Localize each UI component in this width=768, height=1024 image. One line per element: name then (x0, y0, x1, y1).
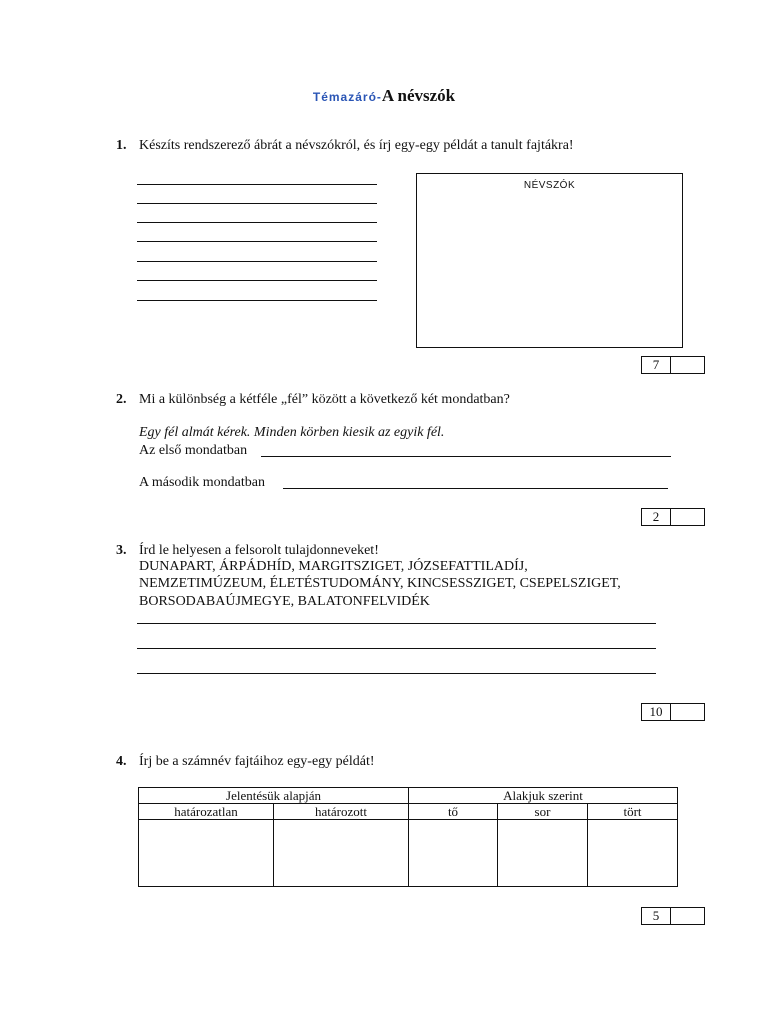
q4-score-value: 5 (642, 908, 671, 924)
q1-score-blank[interactable] (671, 357, 704, 373)
answer-line[interactable] (137, 280, 377, 281)
answer-cell[interactable] (588, 820, 678, 887)
answer-line[interactable] (137, 222, 377, 223)
q3-answer-line[interactable] (137, 648, 656, 649)
table-answer-row (139, 820, 678, 887)
q3-score-box (641, 703, 705, 721)
group-header-form: Alakjuk szerint (409, 788, 678, 804)
column-header: sor (498, 804, 588, 820)
answer-cell[interactable] (139, 820, 274, 887)
answer-line[interactable] (137, 261, 377, 262)
diagram-box-label: NÉVSZÓK (523, 180, 576, 191)
q4-text: Írj be a számnév fajtáihoz egy-egy példát! (139, 754, 375, 769)
diagram-box[interactable] (416, 173, 683, 348)
answer-cell[interactable] (274, 820, 409, 887)
table-group-header-row (139, 788, 678, 804)
page-title (0, 86, 768, 106)
q3-list-line1: DUNAPART, ÁRPÁDHÍD, MARGITSZIGET, JÓZSEFATTILADÍJ, (139, 559, 528, 574)
q3-list-line2: NEMZETIMÚZEUM, ÉLETÉSTUDOMÁNY, KINCSESSZIGET, CSEPELSZIGET, (139, 576, 621, 591)
q2-example: Egy fél almát kérek. Minden körben kiesik az egyik fél. (139, 425, 445, 440)
q1-score-value: 7 (642, 357, 671, 373)
q2-score-box (641, 508, 705, 526)
q3-list-line3: BORSODABAÚJMEGYE, BALATONFELVIDÉK (139, 594, 430, 609)
q4-score-box (641, 907, 705, 925)
q3-number: 3. (116, 543, 127, 558)
group-header-meaning: Jelentésük alapján (139, 788, 409, 804)
title-main: A névszók (381, 86, 456, 105)
column-header: határozott (274, 804, 409, 820)
q1-text: Készíts rendszerező ábrát a névszókról, és írj egy-egy példát a tanult fajtákra! (139, 138, 574, 153)
q3-text: Írd le helyesen a felsorolt tulajdonneveket! (139, 543, 379, 558)
q2-number: 2. (116, 392, 127, 407)
table-column-header-row (139, 804, 678, 820)
answer-line[interactable] (137, 184, 377, 185)
q3-score-value: 10 (642, 704, 671, 720)
q2-second-answer-line[interactable] (283, 488, 668, 489)
title-accent: Témazáró- (312, 90, 382, 104)
answer-line[interactable] (137, 300, 377, 301)
q3-answer-line[interactable] (137, 673, 656, 674)
q2-first-label: Az első mondatban (139, 443, 248, 458)
q2-first-answer-line[interactable] (261, 456, 671, 457)
column-header: határozatlan (139, 804, 274, 820)
q3-score-blank[interactable] (671, 704, 704, 720)
q3-answer-line[interactable] (137, 623, 656, 624)
q2-second-label: A második mondatban (139, 475, 265, 490)
column-header: tört (588, 804, 678, 820)
q2-text: Mi a különbség a kétféle „fél” között a következő két mondatban? (139, 392, 510, 407)
answer-line[interactable] (137, 203, 377, 204)
column-header: tő (409, 804, 498, 820)
answer-line[interactable] (137, 241, 377, 242)
q1-score-box (641, 356, 705, 374)
q2-score-value: 2 (642, 509, 671, 525)
q4-score-blank[interactable] (671, 908, 704, 924)
answer-cell[interactable] (498, 820, 588, 887)
q1-number: 1. (116, 138, 127, 153)
q4-number: 4. (116, 754, 127, 769)
numeral-table (138, 787, 678, 887)
q2-score-blank[interactable] (671, 509, 704, 525)
answer-cell[interactable] (409, 820, 498, 887)
